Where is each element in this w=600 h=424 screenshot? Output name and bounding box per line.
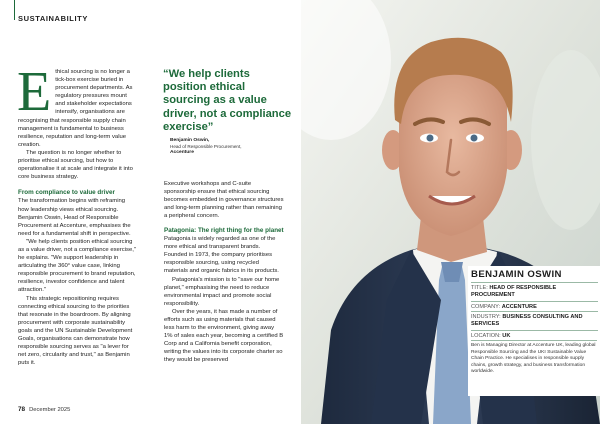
paragraph-6: Executive workshops and C-suite sponsorship ensure that ethical sourcing becomes embedded in governance structures and long-term planning rather than remaining a peripheral concern. (164, 181, 284, 220)
pull-quote: “We help clients position ethical sourcing as a value driver, not a compliance exercise” (163, 68, 292, 133)
section-rule (14, 0, 15, 20)
profile-company-row (471, 301, 598, 311)
industry-label: INDUSTRY: (471, 314, 501, 320)
quote-company: Accenture (170, 150, 194, 156)
profile-location-row (471, 330, 598, 340)
quote-attribution (170, 137, 290, 156)
location-label: LOCATION: (471, 333, 501, 339)
article-column-2 (164, 180, 284, 365)
issue-date: December 2025 (29, 407, 71, 413)
drop-cap: E (17, 61, 52, 123)
profile-industry-row (471, 311, 598, 327)
company-value: ACCENTURE (501, 304, 537, 310)
subheading-compliance: From compliance to value driver (18, 189, 115, 197)
industry-value: BUSINESS CONSULTING AND SERVICES (471, 314, 583, 327)
company-label: COMPANY: (471, 304, 501, 310)
profile-name: BENJAMIN OSWIN (471, 269, 562, 280)
quote-role: Head of Responsible Procurement, (170, 143, 242, 149)
page-footer (18, 406, 70, 413)
paragraph-7: Patagonia is widely regarded as one of the more ethical and transparent brands. Founded in 1973, the company prioritises responsible sourcing, using recycled materials and organic fabrics in its products. (164, 236, 279, 275)
right-iris (471, 135, 478, 142)
paragraph-4: "We help clients position ethical sourcing as a value driver, not a compliance exercise," he explains. "We support leadership in articulating the 360° value case, linking responsible procurement to brand reputation, resilience, investor confidence and talent attraction." (18, 238, 136, 294)
title-value: HEAD OF RESPONSIBLE PROCUREMENT (471, 285, 557, 298)
location-value: UK (502, 333, 511, 339)
paragraph-9: Over the years, it has made a number of efforts such as using materials that caused less harm to the environment, giving away 1% of sales each year, becoming a certified B Corp and a California benefit corporation, writing the values into its corporate charter so they would be preserved (164, 308, 284, 364)
paragraph-3: The transformation begins with reframing how leadership views ethical sourcing. Benjamin Oswin, Head of Responsible Procurement at Accenture, emphasises the need for a fundamental shift in perspective. (18, 198, 131, 237)
intro-text: thical sourcing is no longer a tick-box exercise buried in procurement departments. As regulatory pressures mount and stakeholder expectations intensify, organisations are recognising that responsible supply chain management is fundamental to business resilience, reputation and long-term value creation. (18, 69, 133, 148)
left-iris (427, 135, 434, 142)
paragraph-2: The question is no longer whether to prioritise ethical sourcing, but how to operationalise it at scale and integrate it into core business strategy. (18, 149, 133, 181)
profile-bio: Ben is Managing Director at Accenture UK, leading global Responsible Sourcing and the UKI Sustainable Value Chain Practice. He specialises in responsible supply chains, growth strategy, and business transformation worldwide. (471, 340, 597, 376)
profile-title-row (471, 282, 598, 303)
section-label: SUSTAINABILITY (18, 14, 88, 23)
paragraph-5: This strategic repositioning requires connecting ethical sourcing to the priorities that resonate in the boardroom. By aligning procurement with corporate sustainability goals and the UN Sustainable Development Goals, organisations can demonstrate how responsible sourcing serves as "a lever for net zero, circularity and trust," as Benjamin puts it. (18, 295, 133, 367)
intro-paragraph (17, 61, 136, 149)
title-label: TITLE: (471, 285, 488, 291)
paragraph-8: Patagonia's mission is to "save our home planet," emphasising the need to reduce environmental impact and promote social responsibility. (164, 276, 280, 307)
quote-name: Benjamin Oswin, (170, 138, 210, 143)
page-number: 78 (18, 406, 26, 413)
article-column-1 (17, 61, 136, 367)
profile-card (468, 266, 600, 396)
subheading-patagonia: Patagonia: The right thing for the planet (164, 227, 284, 235)
